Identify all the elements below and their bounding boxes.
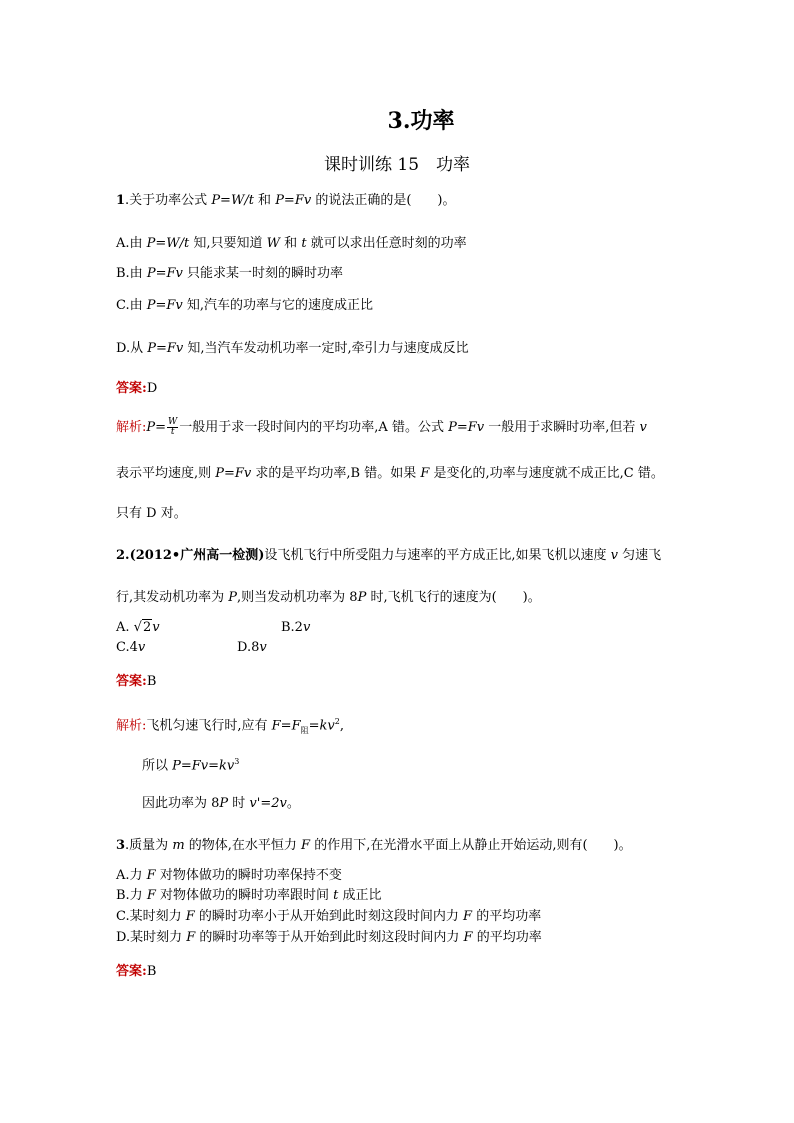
answer-label: 答案: [116,381,147,396]
analysis-text: , [339,718,344,734]
sqrt-symbol: √2 [133,620,152,635]
q3-stem [116,838,632,854]
q2-stem-text: 时,飞机飞行的速度为( )。 [366,590,541,605]
q3-stem-text: .质量为 [125,838,173,853]
option-text: 的平均功率 [472,909,542,924]
q1-stem [116,193,455,209]
analysis-formula: F=F [271,718,301,734]
q3-option-a [116,868,342,884]
q1-formula-1: P=W/t [211,193,254,208]
q1-answer [116,381,157,397]
option-formula: P=Fv [146,298,183,313]
q2-var: v [610,548,618,563]
q2-var: P [228,590,238,605]
option-var: v [152,620,160,635]
q2-answer [116,674,156,690]
q2-stem-text: 匀速飞 [618,548,662,563]
q1-option-a [116,236,467,252]
analysis-formula: P= [146,420,167,435]
option-text: 的平均功率 [472,930,542,945]
q1-option-d [116,341,469,357]
analysis-var: P [219,796,229,811]
q2-stem-text: ,则当发动机功率为 8 [237,590,358,605]
option-text: D.从 [116,341,148,356]
analysis-text: 飞机匀速飞行时,应有 [146,718,272,734]
q2-source: .(2012•广州高一检测) [125,548,265,563]
q1-analysis-line-1 [116,418,647,437]
superscript: 3 [234,757,240,766]
option-var: W [266,236,281,251]
q1-analysis-line-3: 只有 D 对。 [116,506,187,521]
q3-answer [116,964,156,980]
analysis-text: 求的是平均功率,B 错。如果 [251,466,421,481]
analysis-var: F [420,466,430,481]
analysis-text: 。 [286,796,300,811]
option-text: 的瞬时功率等于从开始到此时刻这段时间内力 [195,930,464,945]
q2-stem-text: 行,其发动机功率为 [116,590,229,605]
fraction [167,418,178,437]
q2-stem-text: 设飞机飞行中所受阻力与速率的平方成正比,如果飞机以速度 [264,548,611,563]
analysis-label: 解析: [116,718,147,734]
option-var: v [302,620,311,635]
q1-stem-text: 的说法正确的是( )。 [311,193,456,208]
q2-number: 2 [116,548,126,563]
analysis-text: 一般用于求一段时间内的平均功率,A 错。公式 [179,420,449,435]
option-text: C.4 [116,640,138,655]
option-text: 只能求某一时刻的瞬时功率 [182,266,343,281]
q1-formula-2: P=Fv [275,193,312,208]
option-text: 知,只要知道 [189,236,267,251]
q3-option-c [116,909,541,925]
option-text: B.力 [116,888,147,903]
subscript: 阻 [300,725,309,735]
option-text: 就可以求出任意时刻的功率 [306,236,467,251]
q1-option-c [116,298,373,314]
q2-stem [116,548,661,564]
q1-option-b [116,266,343,282]
q2-analysis-line-2 [142,754,239,774]
q1-stem-text: 和 [253,193,276,208]
option-var: F [463,909,473,924]
option-var: v [259,640,267,655]
q3-option-b [116,888,382,904]
q2-analysis-line-1 [116,714,344,739]
fraction-numerator: W [168,417,178,427]
q2-option-c [116,640,145,656]
q3-number: 3 [116,838,126,853]
option-text: A.力 [116,868,147,883]
option-var: F [146,868,156,883]
answer-value: B [146,964,157,979]
option-var: F [185,909,195,924]
option-text: A. [116,620,134,635]
answer-value: D [146,381,158,396]
option-text: B.由 [116,266,147,281]
option-text: 对物体做功的瞬时功率跟时间 [155,888,334,903]
q2-option-d [237,640,267,656]
page-subtitle: 课时训练 15 功率 [323,155,471,175]
analysis-text: 是变化的,功率与速度就不成正比,C 错。 [429,466,664,481]
option-var: F [463,930,473,945]
answer-value: B [146,674,157,689]
q3-stem-text: 的作用下,在光滑水平面上从静止开始运动,则有( )。 [310,838,632,853]
q2-option-a [116,620,160,636]
option-formula: P=Fv [146,266,183,281]
option-text: 的瞬时功率小于从开始到此时刻这段时间内力 [194,909,464,924]
analysis-label: 解析: [116,420,147,435]
page-title: 3.功率 [387,108,455,134]
option-var: v [137,640,146,655]
q2-analysis-line-3 [142,796,300,812]
q2-var: P [357,590,367,605]
option-text: B.2 [281,620,303,635]
analysis-text: 表示平均速度,则 [116,466,216,481]
sqrt-radicand: 2 [142,620,152,635]
q3-var: m [172,838,185,853]
q1-number: 1 [116,193,126,208]
option-formula: P=W/t [146,236,190,251]
analysis-text: 时 [228,796,250,811]
fraction-denominator: t [170,427,175,437]
option-text: 知,当汽车发动机功率一定时,牵引力与速度成反比 [183,341,469,356]
analysis-formula: P=Fv [215,466,252,481]
option-var: F [186,930,196,945]
answer-label: 答案: [116,674,147,689]
analysis-formula: P=Fv=kv [172,758,235,774]
analysis-text: 一般用于求瞬时功率,但若 [484,420,640,435]
analysis-text: 所以 [142,758,173,774]
q3-option-d [116,930,542,946]
option-formula: P=Fv [147,341,184,356]
q2-stem-line-2 [116,590,541,606]
q1-stem-text: .关于功率公式 [125,193,212,208]
analysis-formula: v'=2v [249,796,287,811]
option-text: 成正比 [338,888,382,903]
superscript: 2 [334,717,340,726]
option-text: C.某时刻力 [116,909,186,924]
analysis-var: v [639,420,647,435]
q1-analysis-line-2 [116,466,664,482]
analysis-formula: P=Fv [448,420,485,435]
option-text: D.8 [237,640,260,655]
option-var: t [301,236,307,251]
answer-label: 答案: [116,964,147,979]
option-text: 和 [280,236,302,251]
q2-option-b [281,620,310,636]
option-var: t [333,888,339,903]
option-text: A.由 [116,236,147,251]
analysis-text: 因此功率为 8 [142,796,220,811]
analysis-formula: =kv [308,718,335,734]
q3-stem-text: 的物体,在水平恒力 [184,838,302,853]
option-text: 对物体做功的瞬时功率保持不变 [155,868,342,883]
option-text: D.某时刻力 [116,930,187,945]
option-var: F [146,888,156,903]
q3-var: F [301,838,311,853]
option-text: C.由 [116,298,147,313]
option-text: 知,汽车的功率与它的速度成正比 [182,298,374,313]
